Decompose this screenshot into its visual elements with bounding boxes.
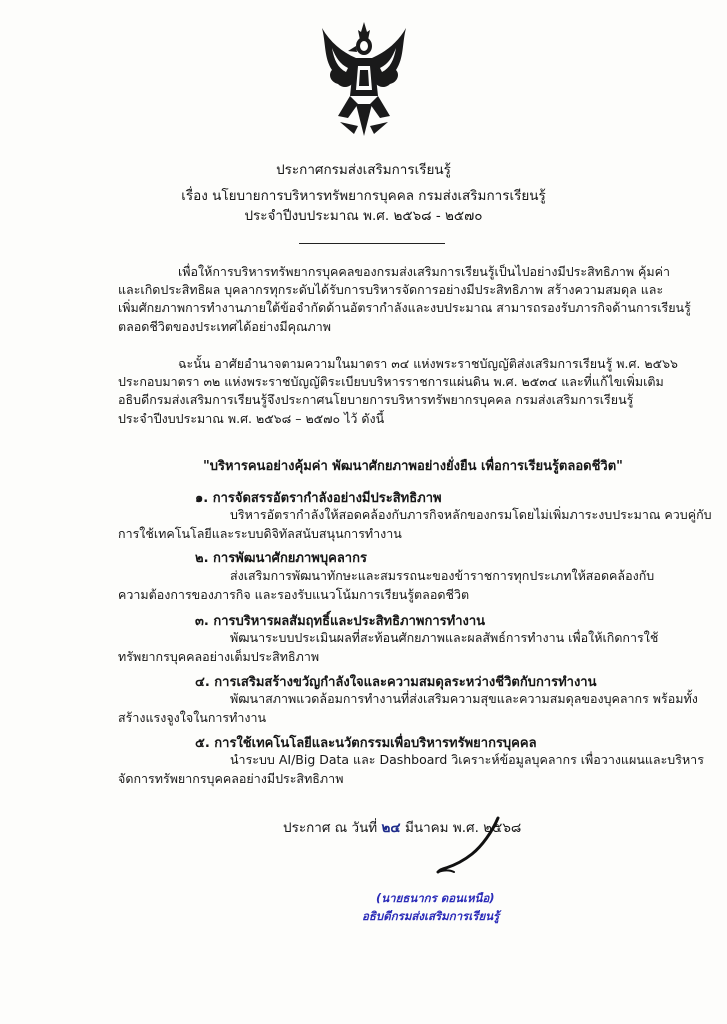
policy-text: พัฒนาระบบประเมินผลที่สะท้อนศักยภาพและผลสัพธ์การทำงาน เพื่อให้เกิดการใช้ bbox=[230, 630, 659, 645]
garuda-emblem-icon bbox=[318, 18, 410, 146]
policy-heading-4: ๔. การเสริมสร้างขวัญกำลังใจและความสมดุลระหว่างชีวิตกับการทำงาน bbox=[195, 675, 597, 690]
date-prefix: ประกาศ ณ วันที่ bbox=[283, 820, 378, 836]
announcement-title: ประกาศกรมส่งเสริมการเรียนรู้ bbox=[276, 162, 451, 178]
policy-text: ทรัพยากรบุคคลอย่างเต็มประสิทธิภาพ bbox=[118, 649, 320, 664]
policy-body-4 bbox=[118, 689, 718, 727]
policy-text: สร้างแรงจูงใจในการทำงาน bbox=[118, 710, 267, 725]
policy-text: พัฒนาสภาพแวดล้อมการทำงานที่ส่งเสริมความสุขและความสมดุลของบุคลากร พร้อมทั้ง bbox=[230, 691, 698, 706]
policy-motto: "บริหารคนอย่างคุ้มค่า พัฒนาศักยภาพอย่างยั่งยืน เพื่อการเรียนรู้ตลอดชีวิต" bbox=[203, 459, 623, 474]
policy-body-5 bbox=[118, 750, 718, 788]
authority-line: ประกอบมาตรา ๓๒ แห่งพระราชบัญญัติระเบียบบริหารราชการแผ่นดิน พ.ศ. ๒๕๓๔ และที่แก้ไขเพิ่มเติม bbox=[118, 374, 664, 390]
policy-heading-5: ๕. การใช้เทคโนโลยีและนวัตกรรมเพื่อบริหารทรัพยากรบุคคล bbox=[195, 736, 537, 751]
intro-line: ตลอดชีวิตของประเทศได้อย่างมีคุณภาพ bbox=[118, 318, 332, 334]
authority-line: อธิบดีกรมส่งเสริมการเรียนรู้จึงประกาศนโยบายการบริหารทรัพยากรบุคคล กรมส่งเสริมการเรียนรู้ bbox=[118, 392, 634, 408]
policy-body-1 bbox=[118, 505, 718, 543]
policy-heading-1: ๑. การจัดสรรอัตรากำลังอย่างมีประสิทธิภาพ bbox=[195, 491, 442, 506]
policy-text: ความต้องการของภารกิจ และรองรับแนวโน้มการเรียนรู้ตลอดชีวิต bbox=[118, 587, 470, 602]
date-month-year: มีนาคม พ.ศ. ๒๕๖๘ bbox=[404, 820, 522, 836]
intro-line: เพื่อให้การบริหารทรัพยากรบุคคลของกรมส่งเสริมการเรียนรู้เป็นไปอย่างมีประสิทธิภาพ คุ้มค่า bbox=[178, 264, 671, 279]
title-divider bbox=[299, 243, 445, 244]
policy-body-2 bbox=[118, 566, 718, 604]
date-day: ๒๔ bbox=[381, 820, 401, 836]
announcement-subject: เรื่อง นโยบายการบริหารทรัพยากรบุคคล กรมส่งเสริมการเรียนรู้ bbox=[181, 188, 546, 204]
intro-line: และเกิดประสิทธิผล บุคลากรทุกระดับได้รับการบริหารจัดการอย่างมีประสิทธิภาพ สร้างความสมดุล และ bbox=[118, 282, 664, 298]
policy-body-3 bbox=[118, 628, 718, 666]
intro-line: เพิ่มศักยภาพการทำงานภายใต้ข้อจำกัดด้านอัตรากำลังและงบประมาณ สามารถรองรับภารกิจด้านการเรียนรู้ bbox=[118, 300, 691, 316]
authority-paragraph bbox=[118, 355, 710, 428]
authority-line: ประจำปีงบประมาณ พ.ศ. ๒๕๖๘ – ๒๕๗๐ ไว้ ดังนี้ bbox=[118, 410, 385, 426]
intro-paragraph bbox=[118, 263, 710, 336]
policy-text: ส่งเสริมการพัฒนาทักษะและสมรรถนะของข้าราชการทุกประเภทให้สอดคล้องกับ bbox=[230, 568, 655, 583]
policy-heading-3: ๓. การบริหารผลสัมฤทธิ์และประสิทธิภาพการทำงาน bbox=[195, 614, 486, 629]
policy-text: นำระบบ AI/Big Data และ Dashboard วิเคราะห์ข้อมูลบุคลากร เพื่อวางแผนและบริหาร bbox=[230, 752, 704, 767]
policy-heading-2: ๒. การพัฒนาศักยภาพบุคลากร bbox=[195, 551, 367, 566]
policy-text: จัดการทรัพยากรบุคคลอย่างมีประสิทธิภาพ bbox=[118, 771, 344, 786]
authority-line: ฉะนั้น อาศัยอำนาจตามความในมาตรา ๓๔ แห่งพระราชบัญญัติส่งเสริมการเรียนรู้ พ.ศ. ๒๕๖๖ bbox=[178, 356, 678, 371]
policy-text: การใช้เทคโนโลยีและระบบดิจิทัลสนับสนุนการทำงาน bbox=[118, 526, 402, 541]
signatory-position: อธิบดีกรมส่งเสริมการเรียนรู้ bbox=[362, 909, 500, 923]
policy-text: บริหารอัตรากำลังให้สอดคล้องกับภารกิจหลักของกรมโดยไม่เพิ่มภาระงบประมาณ ควบคู่กับ bbox=[230, 507, 712, 522]
signatory-name: (นายธนากร ดอนเหนือ) bbox=[376, 891, 495, 905]
fiscal-year: ประจำปีงบประมาณ พ.ศ. ๒๕๖๘ - ๒๕๗๐ bbox=[244, 208, 483, 224]
signature-mark bbox=[388, 812, 508, 882]
